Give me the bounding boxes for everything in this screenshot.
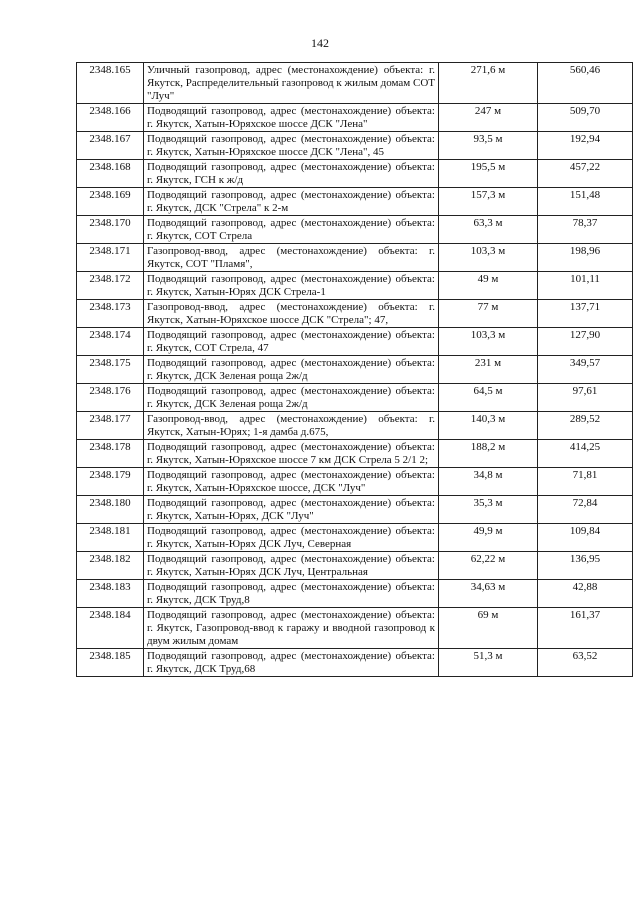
row-number-cell: 2348.174 [77,328,144,356]
value-cell: 349,57 [538,356,633,384]
object-description-cell: Подводящий газопровод, адрес (местонахождение) объекта: г. Якутск, СОТ Стрела, 47 [144,328,439,356]
value-cell: 414,25 [538,440,633,468]
length-cell: 34,63 м [439,580,538,608]
object-description-cell: Подводящий газопровод, адрес (местонахождение) объекта: г. Якутск, СОТ Стрела [144,216,439,244]
table-row [77,524,633,552]
table-body [77,63,633,677]
object-description-cell: Подводящий газопровод, адрес (местонахождение) объекта: г. Якутск, ДСК Труд,8 [144,580,439,608]
value-cell: 109,84 [538,524,633,552]
object-description-cell: Подводящий газопровод, адрес (местонахождение) объекта: г. Якутск, Хатын-Юрях ДСК Луч, Центральная [144,552,439,580]
row-number-cell: 2348.171 [77,244,144,272]
length-cell: 140,3 м [439,412,538,440]
table-row [77,132,633,160]
object-description-cell: Подводящий газопровод, адрес (местонахождение) объекта: г. Якутск, ДСК "Стрела" к 2-м [144,188,439,216]
row-number-cell: 2348.168 [77,160,144,188]
table-row [77,328,633,356]
value-cell: 101,11 [538,272,633,300]
length-cell: 195,5 м [439,160,538,188]
length-cell: 34,8 м [439,468,538,496]
object-description-cell: Подводящий газопровод, адрес (местонахождение) объекта: г. Якутск, Хатын-Юрях ДСК Луч, Северная [144,524,439,552]
object-description-cell: Подводящий газопровод, адрес (местонахождение) объекта: г. Якутск, Хатын-Юряхское шоссе ДСК "Лена" [144,104,439,132]
value-cell: 136,95 [538,552,633,580]
row-number-cell: 2348.167 [77,132,144,160]
object-description-cell: Подводящий газопровод, адрес (местонахождение) объекта: г. Якутск, ДСК Зеленая роща 2ж/д [144,384,439,412]
table-row [77,272,633,300]
length-cell: 103,3 м [439,328,538,356]
value-cell: 137,71 [538,300,633,328]
length-cell: 35,3 м [439,496,538,524]
length-cell: 93,5 м [439,132,538,160]
object-description-cell: Уличный газопровод, адрес (местонахождение) объекта: г. Якутск, Распределительный газопровод к жилым домам СОТ "Луч" [144,63,439,104]
table-row [77,160,633,188]
row-number-cell: 2348.183 [77,580,144,608]
object-description-cell: Газопровод-ввод, адрес (местонахождение) объекта: г. Якутск, Хатын-Юрях; 1-я дамба д.675, [144,412,439,440]
row-number-cell: 2348.181 [77,524,144,552]
table-row [77,356,633,384]
length-cell: 64,5 м [439,384,538,412]
table-row [77,440,633,468]
row-number-cell: 2348.182 [77,552,144,580]
table-row [77,188,633,216]
object-description-cell: Подводящий газопровод, адрес (местонахождение) объекта: г. Якутск, ГСН к ж/д [144,160,439,188]
object-description-cell: Подводящий газопровод, адрес (местонахождение) объекта: г. Якутск, Хатын-Юряхское шоссе ДСК "Лена", 45 [144,132,439,160]
row-number-cell: 2348.180 [77,496,144,524]
property-table [76,62,633,677]
length-cell: 188,2 м [439,440,538,468]
value-cell: 198,96 [538,244,633,272]
object-description-cell: Подводящий газопровод, адрес (местонахождение) объекта: г. Якутск, Хатын-Юряхское шоссе, ДСК "Луч" [144,468,439,496]
value-cell: 71,81 [538,468,633,496]
object-description-cell: Газопровод-ввод, адрес (местонахождение) объекта: г. Якутск, СОТ "Пламя", [144,244,439,272]
length-cell: 51,3 м [439,649,538,677]
length-cell: 231 м [439,356,538,384]
length-cell: 49,9 м [439,524,538,552]
length-cell: 157,3 м [439,188,538,216]
table-row [77,384,633,412]
value-cell: 63,52 [538,649,633,677]
table-row [77,63,633,104]
object-description-cell: Газопровод-ввод, адрес (местонахождение) объекта: г. Якутск, Хатын-Юряхское шоссе ДСК "Стрела"; 47, [144,300,439,328]
table-row [77,300,633,328]
table-row [77,580,633,608]
row-number-cell: 2348.176 [77,384,144,412]
table-row [77,412,633,440]
length-cell: 62,22 м [439,552,538,580]
length-cell: 103,3 м [439,244,538,272]
value-cell: 78,37 [538,216,633,244]
row-number-cell: 2348.178 [77,440,144,468]
length-cell: 247 м [439,104,538,132]
value-cell: 97,61 [538,384,633,412]
row-number-cell: 2348.184 [77,608,144,649]
value-cell: 161,37 [538,608,633,649]
value-cell: 72,84 [538,496,633,524]
row-number-cell: 2348.172 [77,272,144,300]
row-number-cell: 2348.170 [77,216,144,244]
value-cell: 127,90 [538,328,633,356]
length-cell: 49 м [439,272,538,300]
object-description-cell: Подводящий газопровод, адрес (местонахождение) объекта: г. Якутск, Хатын-Юрях ДСК Стрела-1 [144,272,439,300]
table-row [77,468,633,496]
row-number-cell: 2348.165 [77,63,144,104]
value-cell: 192,94 [538,132,633,160]
row-number-cell: 2348.177 [77,412,144,440]
value-cell: 151,48 [538,188,633,216]
row-number-cell: 2348.179 [77,468,144,496]
table-row [77,649,633,677]
row-number-cell: 2348.173 [77,300,144,328]
length-cell: 77 м [439,300,538,328]
row-number-cell: 2348.175 [77,356,144,384]
length-cell: 69 м [439,608,538,649]
row-number-cell: 2348.185 [77,649,144,677]
table-row [77,608,633,649]
value-cell: 457,22 [538,160,633,188]
table-row [77,244,633,272]
row-number-cell: 2348.166 [77,104,144,132]
table-row [77,552,633,580]
value-cell: 509,70 [538,104,633,132]
object-description-cell: Подводящий газопровод, адрес (местонахождение) объекта: г. Якутск, Хатын-Юрях, ДСК "Луч" [144,496,439,524]
table-row [77,216,633,244]
length-cell: 271,6 м [439,63,538,104]
value-cell: 42,88 [538,580,633,608]
value-cell: 560,46 [538,63,633,104]
length-cell: 63,3 м [439,216,538,244]
table-row [77,104,633,132]
table-row [77,496,633,524]
object-description-cell: Подводящий газопровод, адрес (местонахождение) объекта: г. Якутск, Газопровод-ввод к гаражу и вводной газопровод к двум жилым домам [144,608,439,649]
row-number-cell: 2348.169 [77,188,144,216]
value-cell: 289,52 [538,412,633,440]
object-description-cell: Подводящий газопровод, адрес (местонахождение) объекта: г. Якутск, Хатын-Юряхское шоссе 7 км ДСК Стрела 5 2/1 2; [144,440,439,468]
object-description-cell: Подводящий газопровод, адрес (местонахождение) объекта: г. Якутск, ДСК Зеленая роща 2ж/д [144,356,439,384]
object-description-cell: Подводящий газопровод, адрес (местонахождение) объекта: г. Якутск, ДСК Труд,68 [144,649,439,677]
page-number: 142 [311,36,329,50]
